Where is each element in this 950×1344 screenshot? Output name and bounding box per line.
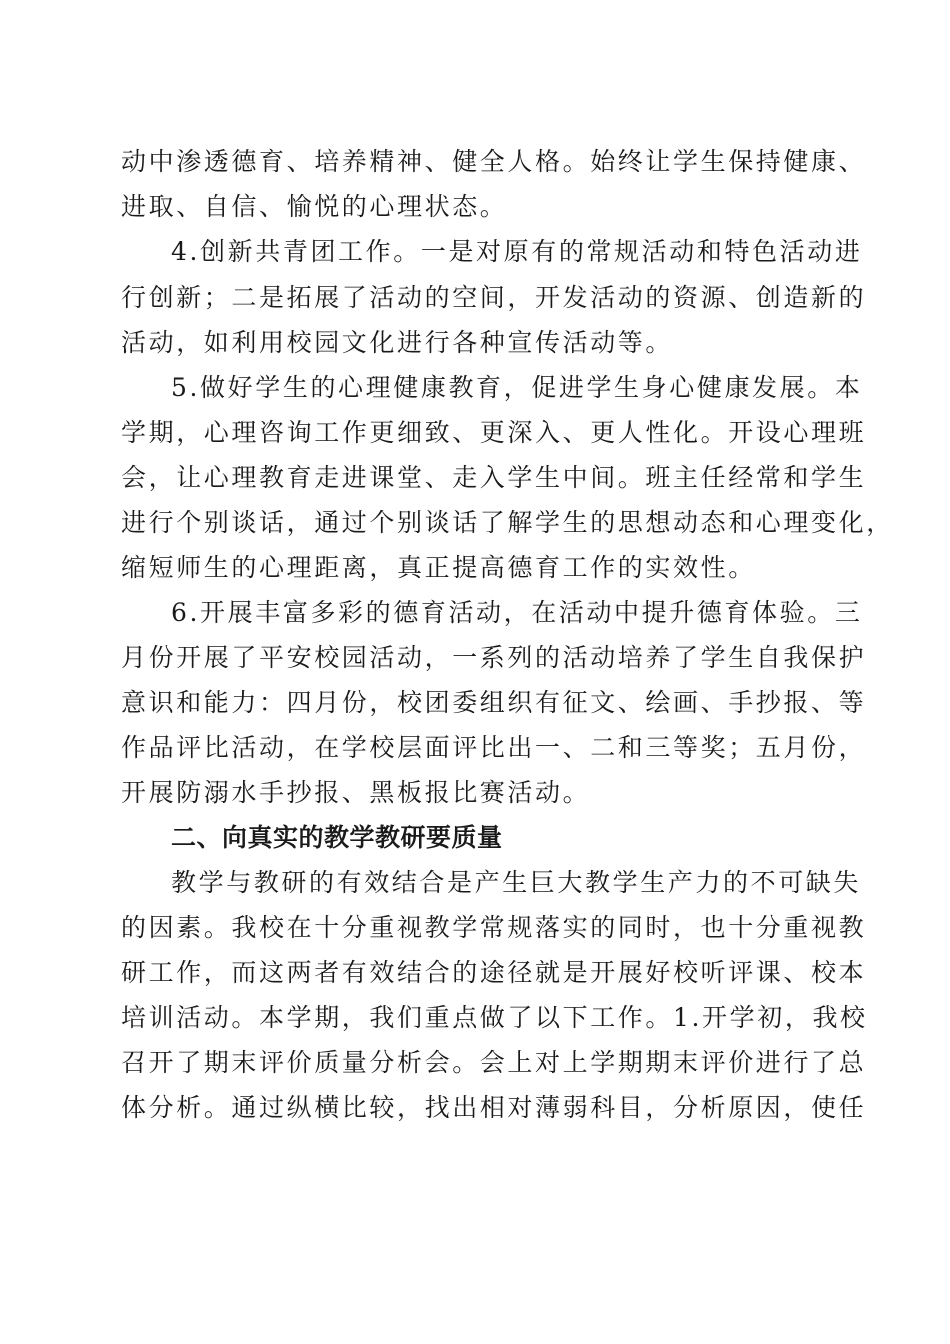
paragraph-start: 教学与教研的有效结合是产生巨大教学生产力的不可缺失 <box>171 868 862 897</box>
text-line: 作品评比活动，在学校层面评比出一、二和三等奖；五月份， <box>121 733 867 762</box>
section-heading: 二、向真实的教学教研要质量 <box>171 823 503 852</box>
text-line: 召开了期末评价质量分析会。会上对上学期期末评价进行了总 <box>121 1048 867 1077</box>
paragraph-6-start: 6.开展丰富多彩的德育活动，在活动中提升德育体验。三 <box>171 598 863 627</box>
text-line: 的因素。我校在十分重视教学常规落实的同时，也十分重视教 <box>121 913 867 942</box>
text-line: 进行个别谈话，通过个别谈话了解学生的思想动态和心理变化， <box>121 508 894 537</box>
text-line: 会，让心理教育走进课堂、走入学生中间。班主任经常和学生 <box>121 463 867 492</box>
text-line: 开展防溺水手抄报、黑板报比赛活动。 <box>121 778 591 807</box>
text-line: 意识和能力：四月份，校团委组织有征文、绘画、手抄报、等 <box>121 688 867 717</box>
text-line: 行创新；二是拓展了活动的空间，开发活动的资源、创造新的 <box>121 283 867 312</box>
text-line: 月份开展了平安校园活动，一系列的活动培养了学生自我保护 <box>121 643 867 672</box>
text-line: 进取、自信、愉悦的心理状态。 <box>121 192 508 221</box>
text-line: 缩短师生的心理距离，真正提高德育工作的实效性。 <box>121 553 756 582</box>
paragraph-4-start: 4.创新共青团工作。一是对原有的常规活动和特色活动进 <box>171 237 863 266</box>
text-line: 活动，如利用校园文化进行各种宣传活动等。 <box>121 328 674 357</box>
text-line: 体分析。通过纵横比较，找出相对薄弱科目，分析原因，使任 <box>121 1093 867 1122</box>
text-line: 动中渗透德育、培养精神、健全人格。始终让学生保持健康、 <box>121 147 867 176</box>
text-line: 学期，心理咨询工作更细致、更深入、更人性化。开设心理班 <box>121 418 867 447</box>
text-line: 研工作，而这两者有效结合的途径就是开展好校听评课、校本 <box>121 958 867 987</box>
text-line: 培训活动。本学期，我们重点做了以下工作。1.开学初，我校 <box>121 1003 868 1032</box>
paragraph-5-start: 5.做好学生的心理健康教育，促进学生身心健康发展。本 <box>171 373 863 402</box>
